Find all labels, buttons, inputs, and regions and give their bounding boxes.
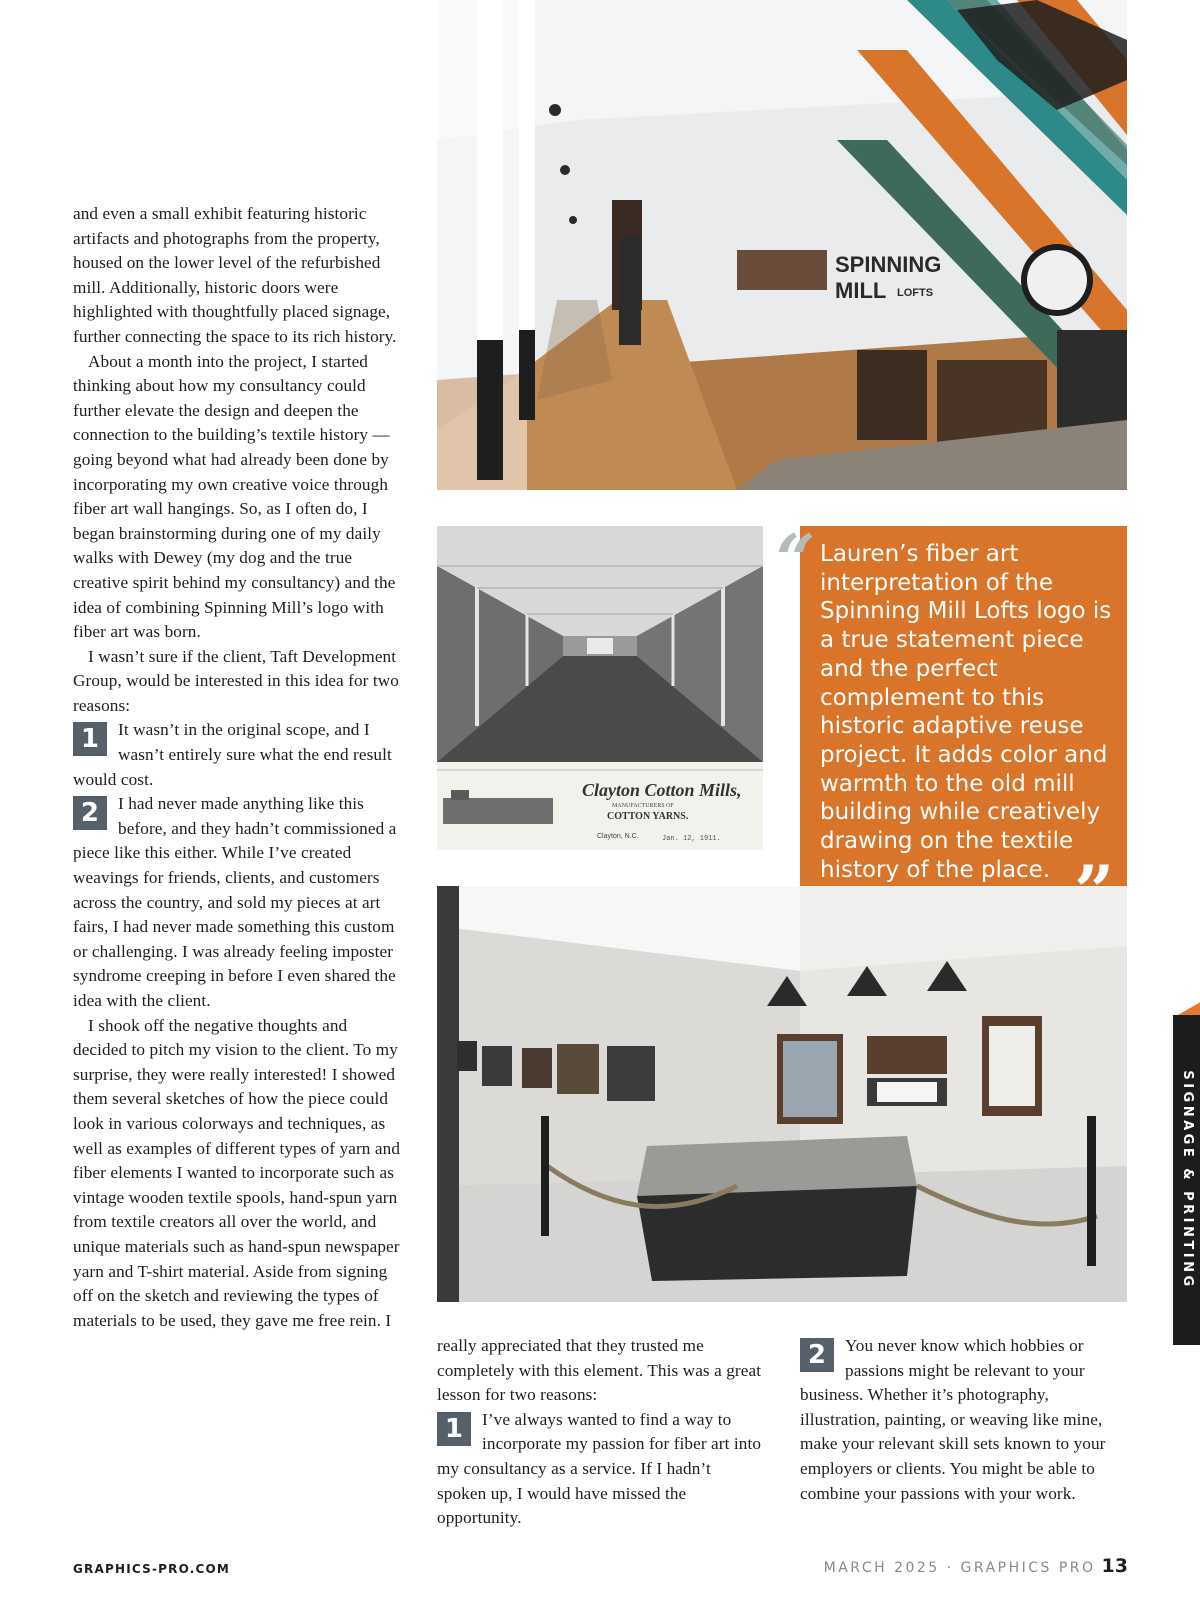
letterhead-name: Clayton Cotton Mills, bbox=[582, 780, 742, 800]
left-text-column bbox=[73, 202, 403, 1333]
paragraph: and even a small exhibit featuring historic artifacts and photographs from the property, housed on the lower level of the refurbished mill. Additionally, historic doors were highlighted with thoughtfully placed signage, further connecting the space to its rich history. bbox=[73, 204, 397, 346]
lobby-sign-line3: LOFTS bbox=[897, 287, 934, 299]
lobby-sign-line1: SPINNING bbox=[835, 252, 942, 277]
letterhead-image bbox=[437, 762, 763, 850]
paragraph: really appreciated that they trusted me completely with this element. This was a great lesson for two reasons: bbox=[437, 1336, 762, 1405]
numbered-item bbox=[73, 792, 403, 1013]
page-number: 13 bbox=[1101, 1555, 1128, 1577]
open-quote-mark: “ bbox=[776, 520, 816, 600]
lobby-sign-line2: MILL bbox=[835, 278, 887, 303]
exhibit-photo bbox=[437, 886, 1127, 1302]
numbered-item bbox=[800, 1334, 1130, 1506]
footer-website: GRAPHICS-PRO.COM bbox=[73, 1562, 231, 1576]
numbered-item-text: You never know which hobbies or passions might be relevant to your business. Whether it’s photography, illustration, painting, or weaving like mine, make your relevant skill sets known to your employers or clients. You might be able to combine your passions with your work. bbox=[800, 1336, 1106, 1503]
numbered-item-text: I’ve always wanted to find a way to incorporate my passion for fiber art into my consultancy as a service. If I hadn’t spoken up, I would have missed the opportunity. bbox=[437, 1409, 762, 1528]
footer-issue bbox=[824, 1555, 1128, 1577]
letterhead-date: Jan. 12, 1911. bbox=[662, 835, 721, 843]
number-badge: 1 bbox=[437, 1412, 471, 1446]
number-badge: 2 bbox=[800, 1338, 834, 1372]
pull-quote-text: Lauren’s fiber art interpretation of the Spinning Mill Lofts logo is a true statement piece and the perfect complement to this historic adaptive reuse project. It adds color and warmth to the old mill building while creatively drawing on the textile history of the place. bbox=[820, 541, 1112, 883]
letterhead-sub1: MANUFACTURERS OF bbox=[612, 803, 674, 809]
footer-issue-label: MARCH 2025 · GRAPHICS PRO bbox=[823, 1560, 1096, 1576]
number-badge: 2 bbox=[73, 796, 107, 830]
number-badge: 1 bbox=[73, 722, 107, 756]
paragraph: I wasn’t sure if the client, Taft Development Group, would be interested in this idea for two reasons: bbox=[73, 646, 399, 715]
letterhead-place: Clayton, N.C. bbox=[597, 833, 639, 840]
middle-text-column bbox=[437, 1334, 762, 1531]
lobby-photo bbox=[437, 0, 1127, 490]
numbered-item bbox=[437, 1408, 762, 1531]
section-tab-label: SIGNAGE & PRINTING bbox=[1180, 1070, 1195, 1290]
numbered-item-text: I had never made anything like this before, and they hadn’t commissioned a piece like this either. While I’ve created weavings for friends, clients, and customers across the country, and sold my pieces at art fairs, I had never made something this custom or challenging. I was already feeling imposter syndrome creeping in before I even shared the idea with the client. bbox=[73, 794, 397, 1010]
right-text-column bbox=[800, 1334, 1130, 1506]
numbered-item bbox=[73, 718, 403, 792]
historic-mill-photo bbox=[437, 526, 763, 762]
paragraph: I shook off the negative thoughts and decided to pitch my vision to the client. To my surprise, they were really interested! I showed them several sketches of how the piece could look in various colorways and techniques, as well as examples of different types of yarn and fiber elements I wanted to incorporate such as vintage wooden textile spools, hand-spun yarn from textile creators all over the world, and unique materials such as hand-spun newspaper yarn and T-shirt material. Aside from signing off on the sketch and reviewing the types of materials to be used, they gave me free rein. I bbox=[73, 1015, 401, 1330]
numbered-item-text: It wasn’t in the original scope, and I wasn’t entirely sure what the end result would cost. bbox=[73, 720, 392, 789]
letterhead-sub2: COTTON YARNS. bbox=[607, 811, 689, 822]
paragraph: About a month into the project, I started thinking about how my consultancy could further elevate the design and deepen the connection to the building’s textile history — going beyond what had already been done by incorporating my own creative voice through fiber art wall hangings. So, as I often do, I began brainstorming during one of my daily walks with Dewey (my dog and the true creative spirit behind my consultancy) and the idea of combining Spinning Mill’s logo with fiber art was born. bbox=[73, 351, 396, 642]
